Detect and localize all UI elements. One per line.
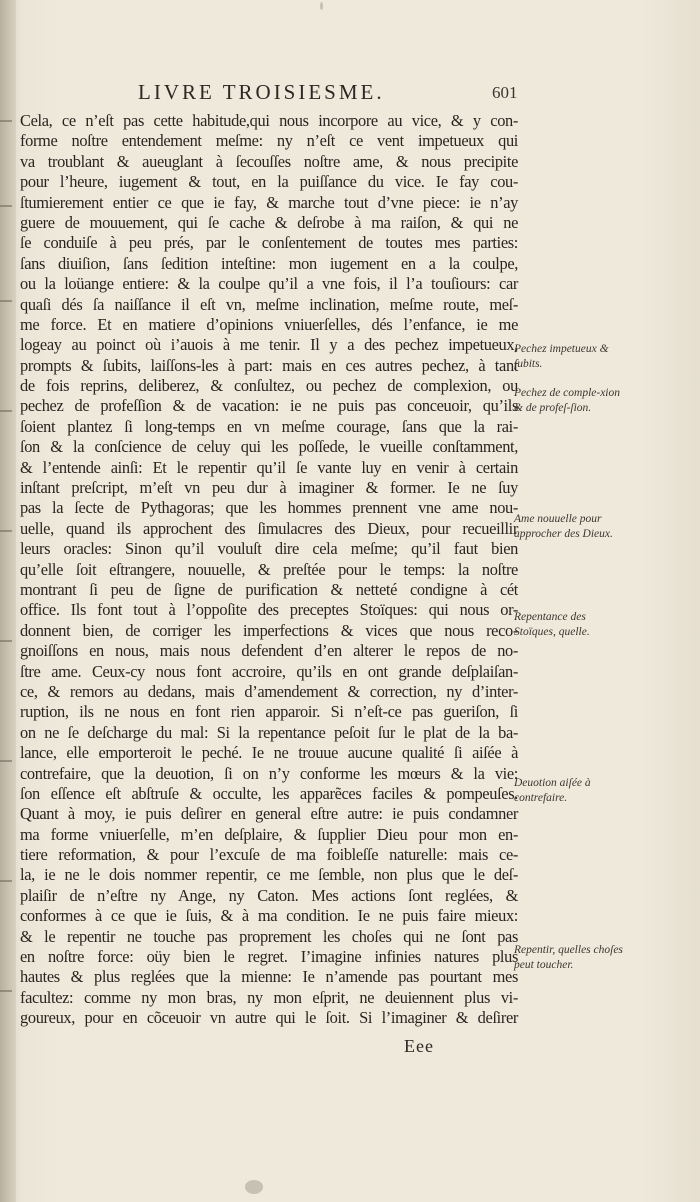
page-number: 601 (492, 83, 518, 102)
margin-note: Repentance des Stoïques, quelle. (514, 611, 590, 638)
text-line: quaſi dés ſa naiſſance il eſt vn, meſme inclination, meſme route, meſ- (20, 294, 518, 314)
text-line: pas la ſecte de Pythagoras; que les hommes prennent vne ame nou- (20, 498, 518, 518)
text-line: leurs oracles: Sinon qu’il vouluſt dire cela meſme; qu’il faut bien (20, 539, 518, 559)
text-line: & le repentir ne touche pas proprement les choſes qui ne ſont pas (20, 926, 518, 946)
paper-stain (245, 1180, 263, 1194)
text-line: prompts & ſubits, laiſſons-les à part: mais en ces autres pechez, à tant (20, 355, 518, 375)
gutter-mark (0, 300, 12, 302)
text-line: ſe conduiſe à peu prés, par le conſentement de toutes mes parties: (20, 233, 518, 253)
text-line: contrefaire, que la deuotion, ſi on n’y conforme les mœurs & la vie: (20, 763, 518, 783)
paper-stain (320, 2, 323, 10)
text-line: Quant à moy, ie puis deſirer en general eſtre autre: ie puis condamner (20, 804, 518, 824)
text-line: gnoiſſons en nous, mais nous defendent d’en alterer le repos de no- (20, 641, 518, 661)
margin-note: Pechez impetueux & ſubits. (514, 343, 609, 370)
running-title: LIVRE TROISIESME. (138, 80, 385, 104)
text-line: on ne ſe deſcharge du mal: Si la repentance peſoit ſur le plat de la ba- (20, 722, 518, 742)
text-line: facultez: comme ny mon bras, ny mon eſprit, ne deuiennent plus vi- (20, 987, 518, 1007)
text-line: tiere reformation, & pour l’excuſe de ma foibleſſe naturelle: mais ce- (20, 845, 518, 865)
text-line: Cela, ce n’eſt pas cette habitude,qui nous incorpore au vice, & y con- (20, 111, 518, 130)
text-line: goureux, pour en cõceuoir vn autre qui le ſoit. Si l’imaginer & deſirer (20, 1008, 518, 1028)
margin-note: Pechez de comple-xion & de profeſ-ſion. (514, 387, 621, 414)
gutter-mark (0, 205, 12, 207)
gutter-mark (0, 410, 12, 412)
text-line: ruption, ils ne nous en font rien apparoir. Si n’eſt-ce pas gueriſon, ſi (20, 702, 518, 722)
text-line: inſtant preſcript, m’eſt vn peu dur à imaginer & former. Ie ne ſuy (20, 478, 518, 498)
text-line: logeay au poinct où i’auois à me tenir. Il y a des pechez impetueux, (20, 335, 518, 355)
text-line: ou la loüange entiere: & la coulpe qu’il a vne fois, il l’a touſiours: car (20, 274, 518, 294)
gutter-mark (0, 880, 12, 882)
text-line: la, ie ne le dois nommer repentir, ce me ſemble, non plus que le deſ- (20, 865, 518, 885)
text-line: & l’entende ainſi: Et le repentir qu’il ſe vante luy en venir à certain (20, 457, 518, 477)
text-line: de fois reprins, deliberez, & conſultez, ou pechez de complexion, ou (20, 376, 518, 396)
gutter-mark (0, 530, 12, 532)
page-header (120, 80, 560, 110)
gutter-mark (0, 990, 12, 992)
text-line: ſoient plantez ſi long-temps en vn meſme courage, ſans que la rai- (20, 416, 518, 436)
binding-gutter (0, 0, 16, 1202)
text-line: en noſtre force: oüy bien le regret. I’imagine infinies natures plus (20, 947, 518, 967)
gutter-mark (0, 640, 12, 642)
text-line: forme noſtre entendement meſme: ny n’eſt ce vent impetueux qui (20, 131, 518, 151)
margin-note: Deuotion aiſée à contrefaire. (514, 777, 591, 804)
text-line: hautes & plus reglées que la mienne: Ie n’amende pas pourtant mes (20, 967, 518, 987)
text-line: ſtumierement entier ce que ie fay, & marche tout d’vne piece: ie n’ay (20, 192, 518, 212)
text-line: ſon & la conſcience de celuy qui les poſſede, le vueille conſtamment, (20, 437, 518, 457)
gutter-mark (0, 760, 12, 762)
text-line: ſans diuiſion, ſans ſedition inteſtine: mon iugement en a la coulpe, (20, 253, 518, 273)
gutter-mark (0, 120, 12, 122)
text-line: donnent bien, de corriger les imperfections & vices que nous reco- (20, 620, 518, 640)
text-line: uelle, quand ils approchent des ſimulacres des Dieux, pour recueillir (20, 518, 518, 538)
text-line: ma forme vniuerſelle, m’en deſplaire, & ſupplier Dieu pour mon en- (20, 824, 518, 844)
signature-mark: Eee (404, 1036, 434, 1056)
margin-note: Ame nouuelle pour approcher des Dieux. (514, 513, 613, 540)
text-line: office. Ils font tout à l’oppoſite des preceptes Stoïques: qui nous or- (20, 600, 518, 620)
text-line: pechez de profeſſion & de vacation: ie ne puis pas conceuoir, qu’ils (20, 396, 518, 416)
text-line: qu’elle ſoit eſtrangere, nouuelle, & preſtée pour le temps: la noſtre (20, 559, 518, 579)
text-line: montrant ſi peu de ſigne de purification & netteté condigne à cét (20, 579, 518, 599)
text-line: guere de mouuement, qui ſe cache & deſrobe à ma raiſon, & qui ne (20, 212, 518, 232)
text-line: va troublant & aueuglant à ſecouſſes noſtre ame, & nous precipite (20, 151, 518, 171)
text-line: ſon eſſence eſt abſtruſe & occulte, les apparẽces faciles & pompeuſes. (20, 783, 518, 803)
margin-note: Repentir, quelles choſes peut toucher. (514, 944, 623, 971)
text-line: plaiſir de n’eſtre ny Ange, ny Caton. Mes actions ſont reglées, & (20, 885, 518, 905)
text-line: ce, & remors au dedans, mais d’amendement & correction, ny d’inter- (20, 681, 518, 701)
text-line: me force. Et en matiere d’opinions vniuerſelles, dés l’enfance, ie me (20, 314, 518, 334)
text-line: pour l’heure, iugement & tout, en la puiſſance du vice. Ie fay cou- (20, 172, 518, 192)
text-line: conformes à ce que ie ſuis, & à ma condition. Ie ne puis faire mieux: (20, 906, 518, 926)
main-text-block (20, 111, 518, 1029)
text-line: ſtre ame. Ceux-cy nous font accroire, qu’ils en ont grande deſplaiſan- (20, 661, 518, 681)
text-line: lance, elle emporteroit le peché. Ie ne trouue aucune qualité ſi aiſée à (20, 743, 518, 763)
